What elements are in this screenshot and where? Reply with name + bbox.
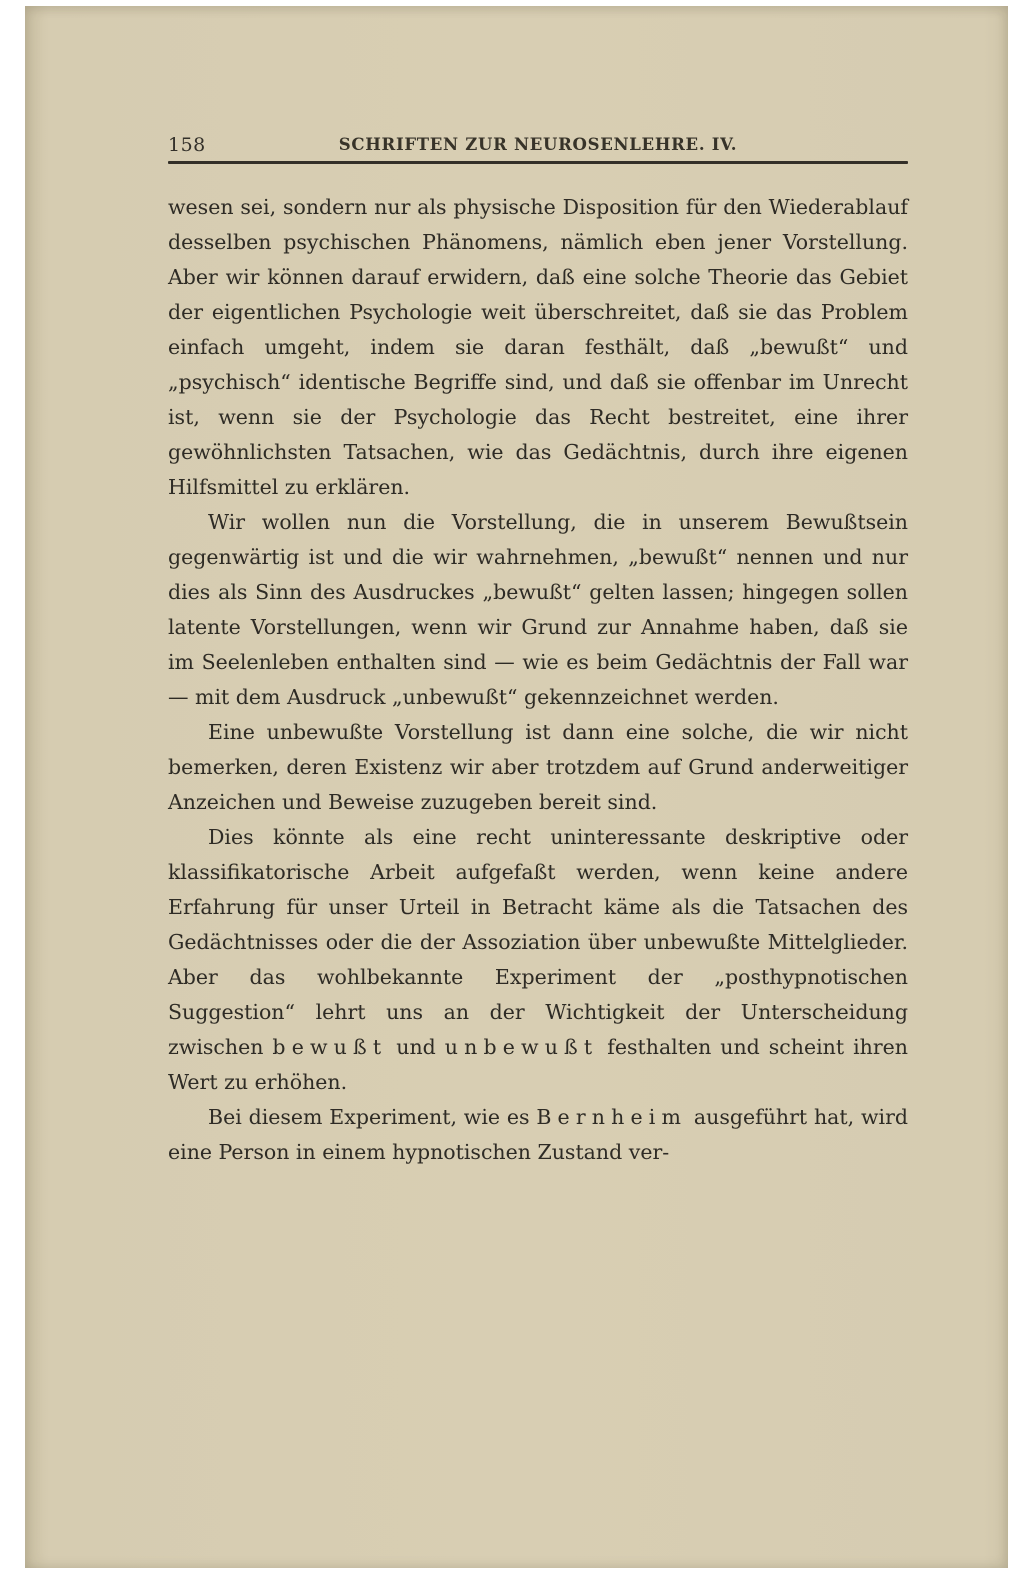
header-rule xyxy=(168,161,908,164)
text-run: Eine unbewußte Vorstellung ist dann eine solche, die wir nicht bemerken, deren Existenz wir aber trotzdem auf Grund anderweitiger Anzeichen und Beweise zuzugeben bereit sind. xyxy=(168,720,908,814)
text-run: Dies könnte als eine recht uninteressante deskriptive oder klassifikatorische Arbeit aufgefaßt werden, wenn keine andere Erfahrung für unser Urteil in Betracht käme als die Tatsachen des Gedächtnisses oder die der Assoziation über unbewußte Mittelglieder. Aber das wohlbekannte Experiment der „posthypnotischen Suggestion“ lehrt uns an der Wichtigkeit der Unterscheidung zwischen xyxy=(168,825,908,1059)
paragraph xyxy=(168,715,908,820)
running-title: SCHRIFTEN ZUR NEUROSENLEHRE. IV. xyxy=(338,135,738,154)
page-number: 158 xyxy=(168,134,206,156)
letterspaced-emphasis: unbewußt xyxy=(444,1035,599,1059)
text-run: festhalten und scheint ihren Wert zu erhöhen. xyxy=(168,1035,908,1094)
paragraph xyxy=(168,190,908,505)
text-run: ausgeführt hat, wird eine Person in einem hypnotischen Zustand ver- xyxy=(168,1105,908,1164)
body-text-block xyxy=(168,190,908,1170)
book-page-scan xyxy=(25,6,1008,1568)
text-run: wesen sei, sondern nur als physische Disposition für den Wiederablauf desselben psychischen Phänomens, nämlich eben jener Vorstellung. Aber wir können darauf erwidern, daß eine solche Theorie das Gebiet der eigentlichen Psychologie weit überschreitet, daß sie das Problem einfach umgeht, indem sie daran festhält, daß „bewußt“ und „psychisch“ identische Begriffe sind, und daß sie offenbar im Unrecht ist, wenn sie der Psychologie das Recht bestreitet, eine ihrer gewöhnlichsten Tatsachen, wie das Gedächtnis, durch ihre eigenen Hilfsmittel zu erklären. xyxy=(168,195,908,499)
text-run: und xyxy=(387,1035,445,1059)
text-run: Wir wollen nun die Vorstellung, die in unserem Bewußtsein gegenwärtig ist und die wir wahrnehmen, „bewußt“ nennen und nur dies als Sinn des Ausdruckes „bewußt“ gelten lassen; hingegen sollen latente Vorstellungen, wenn wir Grund zur Annahme haben, daß sie im Seelenleben enthalten sind — wie es beim Gedächtnis der Fall war — mit dem Ausdruck „unbewußt“ gekennzeichnet werden. xyxy=(168,510,908,709)
page-header xyxy=(168,128,908,158)
text-run: Bei diesem Experiment, wie es xyxy=(208,1105,537,1129)
letterspaced-emphasis: Bernheim xyxy=(536,1105,688,1129)
paragraph xyxy=(168,505,908,715)
paragraph xyxy=(168,820,908,1100)
letterspaced-emphasis: bewußt xyxy=(272,1035,388,1059)
paragraph xyxy=(168,1100,908,1170)
